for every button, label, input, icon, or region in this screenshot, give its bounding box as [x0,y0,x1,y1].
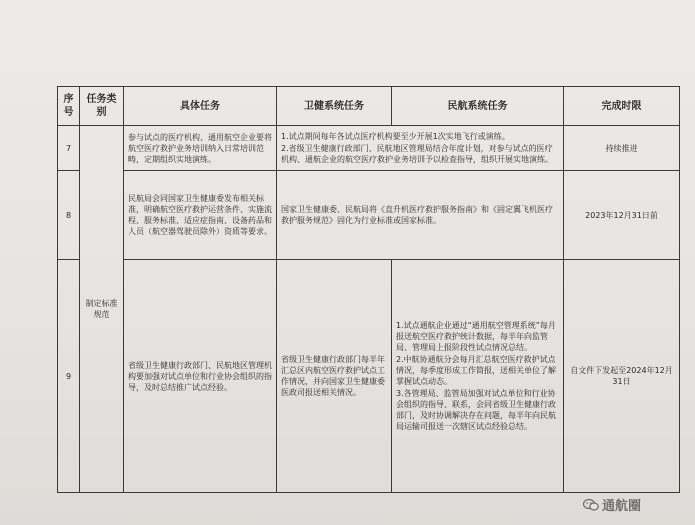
list-item: 3.各管理局、监管局加强对试点单位和行业协会组织的指导、联系，会同省级卫生健康行政部门，及时协调解决存在问题，每半年向民航局运输司报送一次辖区试点经验总结。 [396,389,556,431]
list-item: 2.省级卫生健康行政部门、民航地区管理局结合年度计划，对参与试点的医疗机构、通航企业的航空医疗救护业务培训予以检查指导，组织开展实地演练。 [281,144,553,164]
row-combined-task [277,126,564,171]
header-aviation-task: 民航系统任务 [392,87,564,126]
header-health-task: 卫健系统任务 [277,87,392,126]
table-row [58,126,680,171]
watermark [583,495,641,514]
header-category: 任务类别 [80,87,124,126]
header-deadline: 完成时限 [564,87,680,126]
row-deadline: 2023年12月31日前 [564,171,680,260]
list-item: 2.中航协通航分会每月汇总航空医疗救护试点情况，每季度形成工作简报，送相关单位了解掌握试点动态。 [396,355,556,386]
row-num: 8 [58,171,80,260]
row-combined-task: 国家卫生健康委、民航局将《直升机医疗救护服务指南》和《固定翼飞机医疗救护服务规范》固化为行业标准或国家标准。 [277,171,564,260]
row-aviation-task [392,260,564,493]
row-health-task: 省级卫生健康行政部门每半年汇总区内航空医疗救护试点工作情况，并向国家卫生健康委医政司报送相关情况。 [277,260,392,493]
list-item: 1.试点期间每年各试点医疗机构要至少开展1次实地飞行或演练。 [281,132,510,141]
row-num: 7 [58,126,80,171]
watermark-text: 通航圈 [602,499,642,514]
task-table [57,86,680,493]
table-header-row [58,87,680,126]
header-specific-task: 具体任务 [124,87,277,126]
row-category: 制定标准规范 [80,126,124,493]
list-item: 1.试点通航企业通过“通用航空管理系统”每月报送航空医疗救护统计数据，每半年向监管局、管理局上报阶段性试点情况总结。 [396,321,556,352]
header-num: 序号 [58,87,80,126]
row-num: 9 [58,260,80,493]
row-specific-task: 民航局会同国家卫生健康委发布相关标准，明确航空医疗救护运营条件、实施流程、服务标准、适应症指南、设备药品和人员（航空器驾驶员除外）资质等要求。 [124,171,277,260]
table-row [58,171,680,260]
wechat-icon [583,498,599,512]
row-deadline: 持续推进 [564,126,680,171]
table-row [58,260,680,493]
row-specific-task: 参与试点的医疗机构、通用航空企业要将航空医疗救护业务培训纳入日常培训范畴，定期组织实地演练。 [124,126,277,171]
row-deadline: 自文件下发起至2024年12月31日 [564,260,680,493]
row-specific-task: 省级卫生健康行政部门、民航地区管理机构要加强对试点单位和行业协会组织的指导，及时总结推广试点经验。 [124,260,277,493]
